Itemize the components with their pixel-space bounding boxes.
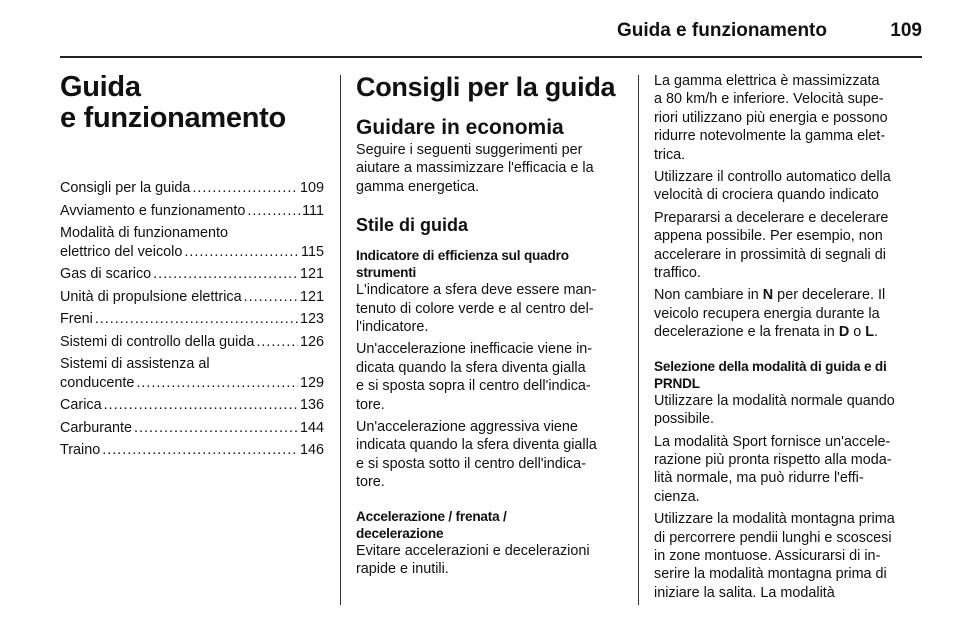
toc-entry-label: Sistemi di assistenza al — [60, 356, 210, 372]
toc-entry-label: Modalità di funzionamento — [60, 225, 228, 241]
gear-letter: D — [838, 324, 850, 341]
page-number: 109 — [890, 20, 922, 41]
text-line: traffico. — [654, 265, 701, 282]
chapter-title-line: Guida — [60, 71, 141, 103]
column-divider — [340, 75, 341, 605]
paragraph — [654, 168, 926, 205]
gear-letter: L — [865, 324, 875, 341]
text-line: Un'accelerazione inefficacie viene in- — [356, 341, 593, 358]
toc-entry-label: Sistemi di controllo della guida — [60, 333, 255, 350]
paragraph — [654, 392, 926, 429]
text-run: veicolo recupera energia durante la — [654, 305, 880, 322]
running-title: Guida e funzionamento — [616, 20, 827, 41]
topic-heading — [356, 247, 624, 281]
text-line: aiutare a massimizzare l'efficacia e la — [356, 160, 594, 177]
text-line: dicata quando la sfera diventa gialla — [356, 359, 586, 376]
text-line: a 80 km/h e inferiore. Velocità supe- — [654, 91, 884, 108]
toc-entry-page: 121 — [299, 266, 324, 282]
toc-entry-page: 129 — [299, 374, 324, 391]
toc-entry-label: Freni — [60, 311, 93, 327]
chapter-title — [60, 72, 324, 134]
toc-entry[interactable] — [60, 441, 324, 460]
dot-leader — [102, 441, 298, 460]
section-heading: Consigli per la guida — [356, 72, 616, 102]
dot-leader — [153, 265, 298, 284]
text-run: decelerazione e la frenata in — [654, 324, 839, 341]
text-column-3 — [654, 72, 926, 606]
paragraph — [654, 286, 926, 341]
toc-entry-page: 126 — [299, 333, 324, 350]
text-line: Prepararsi a decelerare e decelerare — [654, 209, 889, 226]
text-line: La modalità Sport fornisce un'accele- — [654, 433, 891, 450]
subsection-heading: Guidare in economia — [356, 116, 564, 139]
text-line: Seguire i seguenti suggerimenti per — [356, 142, 583, 158]
page-header — [60, 14, 922, 58]
text-line: razione più pronta rispetto alla moda- — [654, 451, 892, 468]
toc-entry-label: Traino — [60, 442, 101, 458]
text-column-2 — [356, 72, 624, 583]
text-line: rapide e inutili. — [356, 561, 449, 578]
text-run: o — [849, 324, 866, 341]
text-line: Indicatore di efficienza sul quadro — [356, 248, 569, 264]
paragraph — [356, 141, 624, 196]
text-line: appena possibile. Per esempio, non — [654, 228, 883, 245]
toc-entry-label: Carburante — [60, 419, 132, 436]
text-line: Selezione della modalità di guida e di — [654, 358, 887, 374]
text-line: PRNDL — [654, 375, 700, 391]
header-rule — [60, 56, 922, 58]
toc-entry-label: Gas di scarico — [60, 266, 152, 282]
text-line: accelerare in prossimità di segnali di — [654, 246, 886, 263]
topic-heading — [654, 358, 926, 392]
paragraph — [356, 340, 624, 414]
dot-leader — [192, 179, 298, 198]
paragraph — [654, 510, 926, 602]
text-line: Utilizzare la modalità montagna prima — [654, 511, 895, 528]
text-line: Un'accelerazione aggressiva viene — [356, 419, 578, 436]
text-line: Utilizzare la modalità normale quando — [654, 392, 895, 409]
text-line: Accelerazione / frenata / — [356, 508, 507, 524]
toc-entry[interactable] — [60, 310, 324, 329]
toc-entry[interactable] — [60, 202, 324, 221]
text-line: decelerazione — [356, 525, 444, 541]
text-line: lità normale, ma può ridurre l'effi- — [654, 470, 864, 487]
text-line: L'indicatore a sfera deve essere man- — [356, 282, 597, 299]
chapter-title-line: e funzionamento — [60, 102, 286, 134]
toc-entry-label: conducente — [60, 374, 135, 391]
topic-heading — [356, 508, 624, 542]
toc-entry-label: elettrico del veicolo — [60, 243, 183, 260]
paragraph — [654, 209, 926, 283]
toc-entry-page: 109 — [299, 180, 324, 196]
table-of-contents — [60, 179, 324, 460]
text-line: cienza. — [654, 488, 700, 505]
text-line: Utilizzare il controllo automatico della — [654, 169, 891, 186]
toc-entry-label: Carica — [60, 397, 102, 413]
paragraph — [356, 281, 624, 336]
dot-leader — [256, 333, 298, 352]
text-line: Evitare accelerazioni e decelerazioni — [356, 542, 590, 559]
dot-leader — [104, 396, 298, 415]
toc-entry-page: 115 — [301, 243, 324, 260]
toc-entry[interactable] — [60, 419, 324, 438]
paragraph — [356, 418, 624, 492]
subsection-heading: Stile di guida — [356, 215, 469, 236]
text-line: strumenti — [356, 265, 417, 281]
column-divider — [638, 75, 639, 605]
text-line: tore. — [356, 396, 385, 413]
text-line: indicata quando la sfera diventa gialla — [356, 437, 597, 454]
text-line: in zone montuose. Assicurarsi di in- — [654, 547, 881, 564]
gear-letter: N — [762, 287, 774, 304]
paragraph — [654, 433, 926, 507]
toc-entry-page: 123 — [299, 311, 324, 327]
toc-entry[interactable] — [60, 333, 324, 352]
text-line: riori utilizzano più energia e possono — [654, 109, 888, 126]
dot-leader — [134, 419, 298, 438]
dot-leader — [136, 374, 298, 393]
text-run: Non cambiare in — [654, 287, 763, 304]
text-line: tore. — [356, 474, 385, 491]
text-line: La gamma elettrica è massimizzata — [654, 73, 880, 89]
toc-entry-label: Avviamento e funzionamento — [60, 202, 246, 219]
toc-entry[interactable] — [60, 179, 324, 198]
toc-entry[interactable] — [60, 355, 324, 392]
dot-leader — [244, 288, 298, 307]
toc-entry-page: 144 — [299, 419, 324, 436]
toc-entry[interactable] — [60, 288, 324, 307]
toc-entry[interactable] — [60, 265, 324, 284]
text-line: di percorrere pendii lunghi e scoscesi — [654, 529, 892, 546]
text-line: iniziare la salita. La modalità — [654, 584, 835, 601]
toc-entry[interactable] — [60, 396, 324, 415]
text-line: serire la modalità montagna prima di — [654, 566, 887, 583]
text-line: ridurre notevolmente la gamma elet- — [654, 128, 886, 145]
toc-entry[interactable] — [60, 224, 324, 261]
dot-leader — [247, 202, 300, 221]
toc-entry-page: 136 — [299, 397, 324, 413]
chapter-column — [60, 72, 324, 464]
toc-entry-page: 121 — [299, 288, 324, 305]
toc-entry-label: Unità di propulsione elettrica — [60, 288, 242, 305]
dot-leader — [95, 310, 298, 329]
toc-entry-page: 111 — [302, 202, 324, 219]
text-run: per decelerare. Il — [773, 287, 886, 304]
text-line: possibile. — [654, 411, 714, 428]
text-line: e si sposta sotto il centro dell'indica- — [356, 455, 586, 472]
text-run: . — [874, 324, 879, 341]
dot-leader — [184, 243, 299, 262]
text-line: l'indicatore. — [356, 319, 429, 336]
toc-entry-page: 146 — [299, 442, 324, 458]
text-line: e si sposta sopra il centro dell'indica- — [356, 378, 591, 395]
paragraph — [654, 72, 926, 164]
text-line: velocità di crociera quando indicato — [654, 187, 879, 204]
text-line: gamma energetica. — [356, 178, 480, 195]
text-line: tenuto di colore verde e al centro del- — [356, 300, 594, 317]
toc-entry-label: Consigli per la guida — [60, 180, 191, 196]
paragraph — [356, 542, 624, 579]
text-line: trica. — [654, 146, 686, 163]
